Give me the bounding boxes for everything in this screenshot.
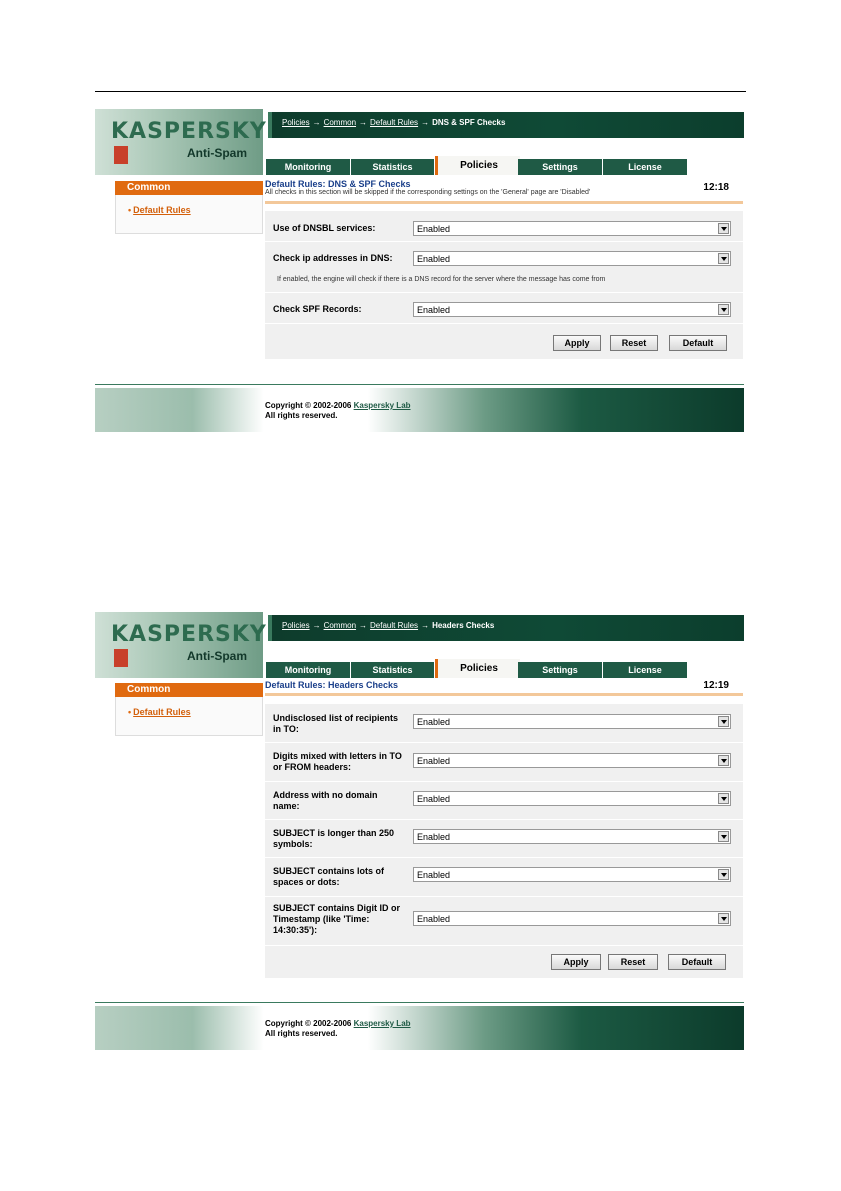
header bbox=[95, 109, 744, 175]
chevron-down-icon bbox=[718, 253, 729, 264]
arrow-icon: → bbox=[359, 621, 368, 630]
setting-label: SUBJECT contains lots of spaces or dots: bbox=[273, 866, 385, 887]
setting-row bbox=[265, 211, 743, 242]
tab-bar bbox=[263, 141, 744, 175]
setting-row bbox=[265, 782, 743, 820]
breadcrumb-current: Headers Checks bbox=[432, 621, 495, 630]
screenshot-headers-checks bbox=[95, 612, 744, 1052]
setting-row bbox=[265, 743, 743, 782]
copyright: Copyright © 2002-2006 Kaspersky Lab All rights reserved. bbox=[265, 1019, 411, 1038]
lab-icon bbox=[114, 649, 128, 667]
kaspersky-lab-link[interactable]: Kaspersky Lab bbox=[353, 1019, 411, 1028]
breadcrumb-default-rules[interactable]: Default Rules bbox=[370, 621, 419, 630]
sidebar-item-default-rules[interactable]: • Default Rules bbox=[128, 205, 191, 215]
setting-label: SUBJECT contains Digit ID or Timestamp (like 'Time: 14:30:35'): bbox=[273, 903, 401, 935]
tab-bar bbox=[263, 644, 744, 678]
setting-label: Digits mixed with letters in TO or FROM headers: bbox=[273, 751, 402, 772]
no-domain-select[interactable]: Enabled bbox=[413, 791, 731, 806]
sidebar-item-default-rules[interactable]: • Default Rules bbox=[128, 707, 191, 717]
tab-statistics[interactable]: Statistics bbox=[351, 662, 434, 678]
dnsbl-select[interactable]: Enabled bbox=[413, 221, 731, 236]
logo bbox=[95, 109, 267, 175]
breadcrumb-current: DNS & SPF Checks bbox=[432, 118, 506, 127]
lab-icon bbox=[114, 146, 128, 164]
breadcrumb-common[interactable]: Common bbox=[323, 118, 357, 127]
screenshot-dns-spf bbox=[95, 109, 744, 431]
arrow-icon: → bbox=[421, 118, 430, 127]
setting-label: SUBJECT is longer than 250 symbols: bbox=[273, 828, 395, 849]
breadcrumb-common[interactable]: Common bbox=[323, 621, 357, 630]
apply-button[interactable]: Apply bbox=[551, 954, 601, 970]
breadcrumb-policies[interactable]: Policies bbox=[282, 621, 310, 630]
copyright: Copyright © 2002-2006 Kaspersky Lab All rights reserved. bbox=[265, 401, 411, 420]
title-underline bbox=[265, 693, 743, 696]
sidebar-header: Common bbox=[115, 683, 263, 697]
setting-hint: If enabled, the engine will check if there is a DNS record for the server where the message has come from bbox=[277, 276, 606, 283]
setting-row bbox=[265, 242, 743, 293]
chevron-down-icon bbox=[718, 223, 729, 234]
setting-row bbox=[265, 820, 743, 858]
tab-settings[interactable]: Settings bbox=[518, 662, 602, 678]
section-note: All checks in this section will be skipped if the corresponding settings on the 'General' page are 'Disabled' bbox=[265, 189, 591, 196]
page-title: Default Rules: Headers Checks bbox=[265, 680, 399, 690]
setting-label: Check ip addresses in DNS: bbox=[273, 253, 393, 263]
clock: 12:18 bbox=[703, 182, 729, 193]
check-spf-select[interactable]: Enabled bbox=[413, 302, 731, 317]
subject-length-select[interactable]: Enabled bbox=[413, 829, 731, 844]
breadcrumb bbox=[268, 615, 744, 641]
reset-button[interactable]: Reset bbox=[608, 954, 658, 970]
arrow-icon: → bbox=[312, 118, 321, 127]
setting-label: Check SPF Records: bbox=[273, 304, 362, 314]
footer-divider bbox=[95, 384, 744, 385]
main-content bbox=[265, 680, 743, 980]
tab-settings[interactable]: Settings bbox=[518, 159, 602, 175]
setting-label: Use of DNSBL services: bbox=[273, 223, 376, 233]
tab-statistics[interactable]: Statistics bbox=[351, 159, 434, 175]
breadcrumb bbox=[268, 112, 744, 138]
chevron-down-icon bbox=[718, 793, 729, 804]
setting-row bbox=[265, 293, 743, 324]
reset-button[interactable]: Reset bbox=[610, 335, 658, 351]
tab-license[interactable]: License bbox=[603, 159, 687, 175]
default-button[interactable]: Default bbox=[668, 954, 726, 970]
header bbox=[95, 612, 744, 678]
tab-policies[interactable]: Policies bbox=[435, 156, 520, 175]
kaspersky-logo: KASPERSKY bbox=[111, 119, 267, 169]
chevron-down-icon bbox=[718, 831, 729, 842]
page-title: Default Rules: DNS & SPF Checks bbox=[265, 179, 411, 189]
chevron-down-icon bbox=[718, 913, 729, 924]
setting-label: Undisclosed list of recipients in TO: bbox=[273, 713, 399, 734]
footer-divider bbox=[95, 1002, 744, 1003]
chevron-down-icon bbox=[718, 304, 729, 315]
kaspersky-logo: KASPERSKY bbox=[111, 622, 267, 672]
product-name: Anti-Spam bbox=[187, 146, 247, 160]
settings-panel bbox=[265, 704, 743, 978]
chevron-down-icon bbox=[718, 755, 729, 766]
main-content bbox=[265, 179, 743, 361]
page-top-rule bbox=[95, 91, 746, 92]
breadcrumb-default-rules[interactable]: Default Rules bbox=[370, 118, 419, 127]
setting-label: Address with no domain name: bbox=[273, 790, 378, 811]
tab-monitoring[interactable]: Monitoring bbox=[266, 662, 350, 678]
tab-license[interactable]: License bbox=[603, 662, 687, 678]
logo bbox=[95, 612, 267, 678]
chevron-down-icon bbox=[718, 869, 729, 880]
clock: 12:19 bbox=[703, 680, 729, 691]
apply-button[interactable]: Apply bbox=[553, 335, 601, 351]
subject-digit-id-select[interactable]: Enabled bbox=[413, 911, 731, 926]
chevron-down-icon bbox=[718, 716, 729, 727]
footer bbox=[95, 388, 744, 432]
footer bbox=[95, 1006, 744, 1050]
sidebar-header: Common bbox=[115, 181, 263, 195]
digits-mixed-select[interactable]: Enabled bbox=[413, 753, 731, 768]
arrow-icon: → bbox=[359, 118, 368, 127]
tab-policies[interactable]: Policies bbox=[435, 659, 520, 678]
settings-panel bbox=[265, 211, 743, 359]
title-underline bbox=[265, 201, 743, 204]
check-ip-dns-select[interactable]: Enabled bbox=[413, 251, 731, 266]
tab-monitoring[interactable]: Monitoring bbox=[266, 159, 350, 175]
arrow-icon: → bbox=[312, 621, 321, 630]
default-button[interactable]: Default bbox=[669, 335, 727, 351]
undisclosed-recipients-select[interactable]: Enabled bbox=[413, 714, 731, 729]
setting-row bbox=[265, 704, 743, 743]
setting-row bbox=[265, 858, 743, 897]
setting-row bbox=[265, 897, 743, 946]
kaspersky-lab-link[interactable]: Kaspersky Lab bbox=[353, 401, 411, 410]
subject-spaces-select[interactable]: Enabled bbox=[413, 867, 731, 882]
sidebar bbox=[115, 683, 263, 736]
sidebar bbox=[115, 181, 263, 234]
breadcrumb-policies[interactable]: Policies bbox=[282, 118, 310, 127]
arrow-icon: → bbox=[421, 621, 430, 630]
product-name: Anti-Spam bbox=[187, 649, 247, 663]
